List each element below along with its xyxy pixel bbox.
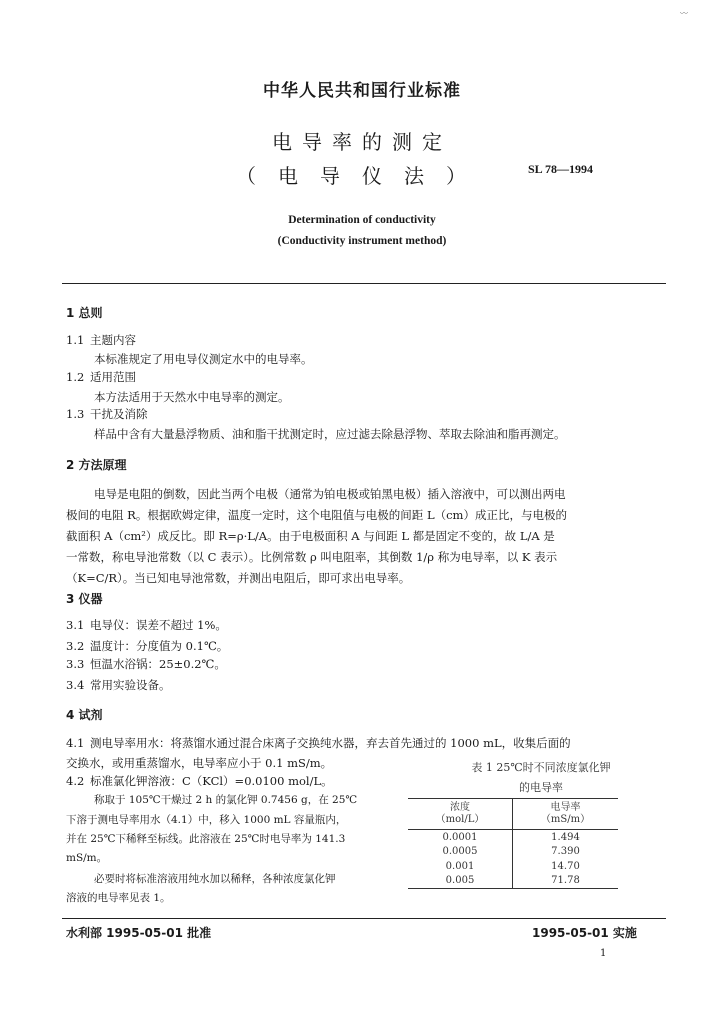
section-2-line-4: 一常数，称电导池常数（以 C 表示）。比例常数 ρ 叫电阻率，其倒数 1/ρ 称为电导率，以 K 表示 bbox=[66, 550, 558, 564]
item-number: 3.2 bbox=[66, 639, 85, 653]
cell-concentration: 0.001 bbox=[408, 859, 513, 874]
cell-conductivity: 14.70 bbox=[551, 860, 580, 872]
table-row bbox=[408, 845, 618, 860]
item-1-2-title bbox=[66, 369, 136, 385]
table-caption bbox=[446, 758, 636, 798]
cell-concentration: 0.0005 bbox=[408, 845, 513, 860]
section-2-line-1: 电导是电阻的倒数，因此当两个电极（通常为铂电极或铂黑电极）插入溶液中，可以测出两电 bbox=[94, 487, 566, 501]
header-concentration bbox=[408, 799, 513, 830]
item-4-2-para-1-line-4: mS/m。 bbox=[66, 852, 108, 864]
item-number: 3.1 bbox=[66, 618, 85, 632]
table-row bbox=[408, 874, 618, 889]
item-4-2-para-1-line-2: 下溶于测电导率用水（4.1）中，移入 1000 mL 容量瓶内， bbox=[66, 814, 347, 826]
table-header-row bbox=[408, 799, 618, 830]
section-3-heading: 3 仪器 bbox=[66, 592, 103, 606]
section-2-heading: 2 方法原理 bbox=[66, 458, 127, 472]
subtitle-english: (Conductivity instrument method) bbox=[277, 235, 447, 247]
item-text: 温度计：分度值为 0.1℃。 bbox=[90, 639, 229, 653]
item-3-4 bbox=[66, 677, 171, 693]
title-english: Determination of conductivity bbox=[288, 214, 436, 226]
item-title: 干扰及消除 bbox=[90, 407, 148, 421]
item-3-2 bbox=[66, 638, 228, 654]
table-caption-line-2: 的电导率 bbox=[519, 781, 563, 794]
item-4-1-line-1 bbox=[66, 733, 571, 755]
item-number: 1.1 bbox=[66, 333, 85, 347]
approval-line: 水利部 1995-05-01 批准 bbox=[66, 926, 212, 940]
item-title: 适用范围 bbox=[90, 370, 136, 384]
item-3-1 bbox=[66, 617, 227, 633]
section-2-line-2: 极间的电阻 R。根据欧姆定律，温度一定时，这个电阻值与电极的间距 L（cm）成正比，与电极的 bbox=[66, 508, 567, 522]
top-divider bbox=[62, 283, 666, 284]
item-number: 4.1 bbox=[66, 736, 85, 750]
scan-mark: 〰 bbox=[680, 9, 688, 18]
item-number: 3.4 bbox=[66, 678, 85, 692]
cell-concentration: 0.0001 bbox=[408, 830, 513, 845]
section-1-heading: 1 总则 bbox=[66, 306, 103, 320]
subtitle-chinese: （电导仪法） bbox=[236, 164, 488, 188]
section-4-heading: 4 试剂 bbox=[66, 708, 103, 722]
item-number: 1.2 bbox=[66, 370, 85, 384]
document-header: 中华人民共和国行业标准 bbox=[263, 81, 461, 101]
title-chinese: 电导率的测定 bbox=[272, 130, 452, 154]
item-text: 测电导率用水：将蒸馏水通过混合床离子交换纯水器，弃去首先通过的 1000 mL，收集后面的 bbox=[90, 736, 571, 750]
item-number: 4.2 bbox=[66, 774, 85, 788]
bottom-divider bbox=[62, 918, 666, 919]
item-4-2-para-1-line-3: 并在 25℃下稀释至标线。此溶液在 25℃时电导率为 141.3 bbox=[66, 833, 346, 845]
item-number: 1.3 bbox=[66, 407, 85, 421]
table-row bbox=[408, 830, 618, 845]
item-title: 主题内容 bbox=[90, 333, 136, 347]
header-label: 浓度 bbox=[450, 802, 470, 813]
item-1-3-text: 样品中含有大量悬浮物质、油和脂干扰测定时，应过滤去除悬浮物、萃取去除油和脂再测定。 bbox=[94, 427, 566, 441]
item-number: 3.3 bbox=[66, 657, 85, 671]
item-text: 电导仪：误差不超过 1%。 bbox=[90, 618, 227, 632]
item-4-1-line-2: 交换水，或用重蒸馏水，电导率应小于 0.1 mS/m。 bbox=[66, 756, 333, 770]
header-label: 电导率 bbox=[550, 802, 581, 813]
item-text: 常用实验设备。 bbox=[90, 678, 171, 692]
item-3-3 bbox=[66, 656, 226, 672]
item-1-1-text: 本标准规定了用电导仪测定水中的电导率。 bbox=[94, 352, 313, 366]
item-1-2-text: 本方法适用于天然水中电导率的测定。 bbox=[94, 390, 290, 404]
section-2-line-3: 截面积 A（cm²）成反比。即 R=ρ·L/A。由于电极面积 A 与间距 L 都是固定不变的，故 L/A 是 bbox=[66, 529, 555, 543]
page-number: 1 bbox=[600, 948, 607, 959]
conductivity-table bbox=[408, 798, 618, 889]
header-conductivity bbox=[513, 799, 619, 830]
cell-conductivity: 1.494 bbox=[551, 831, 580, 843]
item-4-2-para-1-line-1: 称取于 105℃干燥过 2 h 的氯化钾 0.7456 g，在 25℃ bbox=[94, 794, 358, 806]
header-unit: （mol/L） bbox=[435, 814, 485, 825]
table-row bbox=[408, 859, 618, 874]
header-unit: （mS/m） bbox=[540, 814, 591, 825]
item-1-3-title bbox=[66, 406, 148, 422]
section-2-line-5: （K=C/R）。当已知电导池常数，并测出电阻后，即可求出电导率。 bbox=[66, 571, 411, 585]
cell-conductivity: 71.78 bbox=[551, 875, 580, 887]
item-text: 恒温水浴锅：25±0.2℃。 bbox=[90, 657, 226, 671]
item-4-2-para-2-line-1: 必要时将标准溶液用纯水加以稀释，各种浓度氯化钾 bbox=[94, 873, 336, 885]
standard-number: SL 78—1994 bbox=[528, 162, 594, 176]
item-4-2-para-2-line-2: 溶液的电导率见表 1。 bbox=[66, 892, 171, 904]
item-1-1-title bbox=[66, 332, 136, 348]
effective-line: 1995-05-01 实施 bbox=[532, 926, 637, 940]
cell-concentration: 0.005 bbox=[408, 874, 513, 889]
item-text: 标准氯化钾溶液：C（KCl）=0.0100 mol/L。 bbox=[90, 774, 333, 788]
table-caption-line-1: 表 1 25℃时不同浓度氯化钾 bbox=[471, 761, 611, 774]
cell-conductivity: 7.390 bbox=[551, 846, 580, 858]
